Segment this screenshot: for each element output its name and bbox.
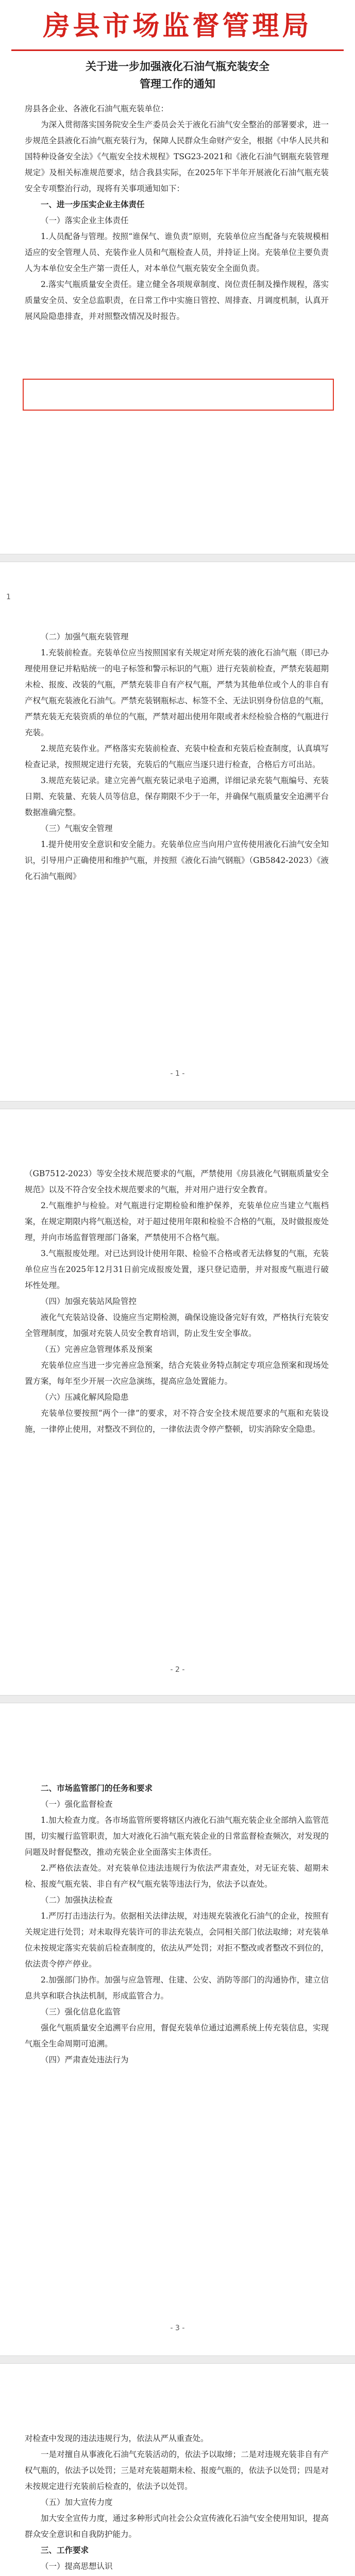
intro-paragraph: 为深入贯彻落实国务院安全生产委员会关于液化石油气安全整治的部署要求，进一步规范全县液化石油气瓶充装行为，保障人民群众生命财产安全，根据《中华人民共和国特种设备安全法》《气瓶安全技术规程》TSG23-2021和《液化石油气钢瓶充装管理规定》及相关标准规范要求，结合我县实际，在2025年下半年开展液化石油气瓶充装安全专项整治行动，现将有关事项通知如下： bbox=[25, 120, 329, 193]
paragraph-continued: 对检查中发现的违法违规行为，依法从严从重查处。 bbox=[25, 2434, 209, 2443]
paragraph-risk-control: 液化气充装站设备、设施应当定期检测，确保设施设备完好有效，严格执行充装安全管理制度，加强对充装人员安全教育培训，防止发生安全事故。 bbox=[25, 1313, 329, 1338]
section-heading-1: 一、进一步压实企业主体责任 bbox=[41, 200, 145, 209]
document-title-line2: 管理工作的通知 bbox=[140, 78, 215, 90]
page-3 bbox=[0, 1109, 355, 1691]
page-number: - 2 - bbox=[170, 1666, 185, 1674]
paragraph-maintenance: 2.气瓶维护与检验。对气瓶进行定期检验和维护保养，充装单位应当建立气瓶档案，在规定期限内将气瓶送检，对于超过使用年限和检验不合格的气瓶，及时做报废处理，并向市场监督管理部门备案，严禁使用不合格气瓶。 bbox=[25, 1201, 329, 1242]
section-heading-2: 二、市场监管部门的任务和要求 bbox=[41, 1784, 153, 1793]
page-1-body bbox=[25, 101, 329, 325]
page-separator bbox=[0, 2355, 355, 2364]
paragraph-personnel: 1.人员配备与管理。按照“谁保气、谁负责”原则，充装单位应当配备与充装规模相适应的安全管理人员、充装作业人员和气瓶检查人员，并持证上岗。充装单位主要负责人为本单位安全生产第一责任人，对本单位气瓶充装安全全面负责。 bbox=[25, 232, 329, 273]
page-1 bbox=[0, 0, 355, 551]
subsection-heading: （四）严肃查处违法行为 bbox=[41, 2055, 129, 2064]
page-2 bbox=[0, 562, 355, 1098]
subsection-heading: （一）落实企业主体责任 bbox=[41, 216, 129, 225]
paragraph-crackdown: 1.严厉打击违法行为。依据相关法律法规，对违规充装液化石油气的企业，按照有关规定进行处罚；对未取得充装许可的非法充装点，会同相关部门依法取缔；对充装单位未按规定落实充装前后检查制度的，依法从严处罚；对拒不整改或者整改不到位的，依法责令停产停业。 bbox=[25, 1911, 329, 1969]
subsection-heading: （六）压减化解风险隐患 bbox=[41, 1393, 129, 1402]
subsection-heading: （四）加强充装站风险管控 bbox=[41, 1297, 137, 1306]
paragraph-enforcement: 2.严格依法查处。对充装单位违法违规行为依法严肃查处，对无证充装、超期未检、报废气瓶充装、非自有产权气瓶充装等违法行为，依法予以查处。 bbox=[25, 1863, 329, 1889]
paragraph-hazard: 充装单位要按照“两个一律”的要求，对不符合安全技术规范要求的气瓶和充装设施，一律停止使用，对整改不到位的，一律依法责令停产整顿，切实消除安全隐患。 bbox=[25, 1409, 329, 1434]
page-number: - 1 - bbox=[170, 1070, 185, 1078]
paragraph-emergency: 充装单位应当进一步完善应急预案，结合充装业务特点制定专项应急预案和现场处置方案，每年至少开展一次应急演练，提高应急处置能力。 bbox=[25, 1361, 329, 1386]
page-4 bbox=[0, 1703, 355, 2352]
paragraph-cooperation: 2.加强部门协作。加强与应急管理、住建、公安、消防等部门的沟通协作，建立信息共享和联合执法机制，形成监管合力。 bbox=[25, 1975, 329, 2001]
subsection-heading: （二）加强执法检查 bbox=[41, 1895, 113, 1905]
subsection-heading: （五）加大宣传力度 bbox=[41, 2498, 113, 2507]
subsection-heading: （二）加强气瓶充装管理 bbox=[41, 632, 129, 641]
page-5-body bbox=[25, 2431, 329, 2576]
red-divider bbox=[11, 49, 344, 51]
subsection-heading: （一）提高思想认识 bbox=[41, 2562, 113, 2571]
paragraph-usage-safety: 1.提升使用安全意识和安全能力。充装单位应当向用户宣传使用液化石油气安全知识，引导用户正确使用和维护气瓶，并按照《液化石油气钢瓶》（GB5842-2023）《液化石油气瓶阀》 bbox=[25, 840, 329, 881]
paragraph-pre-fill-check: 1.充装前检查。充装单位应当按照国家有关规定对所充装的液化石油气瓶（即已办理使用登记并粘贴统一的电子标签和警示标识的气瓶）进行充装前检查，严禁充装超期未检、报废、改装的气瓶，严禁充装非自有产权气瓶，严禁为其他单位或个人的非自有产权气瓶充装液化石油气。严禁充装钢瓶标志、标签不全、无法识别身份信息的气瓶，严禁充装无充装资质的单位的气瓶，严禁对超出使用年限或者未经检验合格的气瓶进行充装。 bbox=[25, 648, 329, 737]
org-title: 房县市场监督管理局 bbox=[43, 10, 312, 42]
document-title-line1: 关于进一步加强液化石油气瓶充装安全 bbox=[86, 60, 269, 73]
subsection-heading: （三）气瓶安全管理 bbox=[41, 824, 113, 833]
paragraph-traceability: 强化气瓶质量安全追溯平台应用，督促充装单位通过追溯系统上传充装信息，实现气瓶全生命周期可追溯。 bbox=[25, 2023, 329, 2048]
subsection-heading: （五）完善应急管理体系及预案 bbox=[41, 1345, 153, 1354]
paragraph-violations: 一是对擅自从事液化石油气充装活动的，依法予以取缔；二是对违规充装非自有产权气瓶的，依法予以处罚；三是对充装超期未检、报废气瓶的，依法予以处罚；四是对未按规定进行充装前后检查的，依法予以处罚。 bbox=[25, 2450, 329, 2491]
subsection-heading: （一）强化监督检查 bbox=[41, 1800, 113, 1809]
page-5 bbox=[0, 2364, 355, 2576]
page-3-body bbox=[25, 1166, 329, 1437]
page-4-body bbox=[25, 1781, 329, 2068]
page-corner-mark: 1 bbox=[6, 593, 11, 601]
paragraph-scrap: 3.气瓶报废处理。对已达到设计使用年限、检验不合格或者无法修复的气瓶，充装单位应当在2025年12月31日前完成报废处置，逐只登记造册，并对报废气瓶进行破坏性处理。 bbox=[25, 1249, 329, 1290]
page-separator bbox=[0, 1101, 355, 1109]
section-heading-3: 三、工作要求 bbox=[41, 2546, 89, 2555]
page-separator bbox=[0, 554, 355, 562]
letterhead bbox=[0, 0, 355, 57]
paragraph-fill-records: 3.规范充装记录。建立完善气瓶充装记录电子追溯，详细记录充装气瓶编号、充装日期、充装量、充装人员等信息，保存期限不少于一年，并确保气瓶质量安全追溯平台数据准确完整。 bbox=[25, 776, 329, 817]
page-number: - 3 - bbox=[170, 2324, 185, 2332]
subsection-heading: （三）强化信息化监管 bbox=[41, 2007, 121, 2016]
paragraph-inspection: 1.加大检查力度。各市场监管所要将辖区内液化石油气瓶充装企业全部纳入监管范围，切实履行监管职责，加大对液化石油气瓶充装企业的日常监督检查频次，对发现的问题及时督促整改，推动充装企业全面落实主体责任。 bbox=[25, 1816, 329, 1857]
salutation: 房县各企业、各液化石油气瓶充装单位： bbox=[25, 104, 169, 113]
paragraph-quality-responsibility: 2.落实气瓶质量安全责任。建立健全各项规章制度、岗位责任制及操作规程，落实质量安全员、安全总监职责，在日常工作中实施日管控、周排查、月调度机制，认真开展风险隐患排查，并对照整改情况及时报告。 bbox=[25, 280, 329, 321]
page-2-body bbox=[25, 629, 329, 885]
red-annotation-box bbox=[23, 379, 334, 411]
page-separator bbox=[0, 1695, 355, 1703]
paragraph-fill-operation: 2.规范充装作业。严格落实充装前检查、充装中检查和充装后检查制度，认真填写检查记录，按照规定进行充装，充装后的气瓶应当逐只进行检查，合格后方可出站。 bbox=[25, 744, 329, 769]
paragraph-continued: （GB7512-2023）等安全技术规范要求的气瓶，严禁使用《房县液化气钢瓶质量安全规范》以及不符合安全技术规范要求的气瓶，并对用户进行安全教育。 bbox=[25, 1169, 329, 1194]
paragraph-publicity: 加大安全宣传力度，通过多种形式向社会公众宣传液化石油气安全使用知识，提高群众安全意识和自我防护能力。 bbox=[25, 2514, 329, 2539]
